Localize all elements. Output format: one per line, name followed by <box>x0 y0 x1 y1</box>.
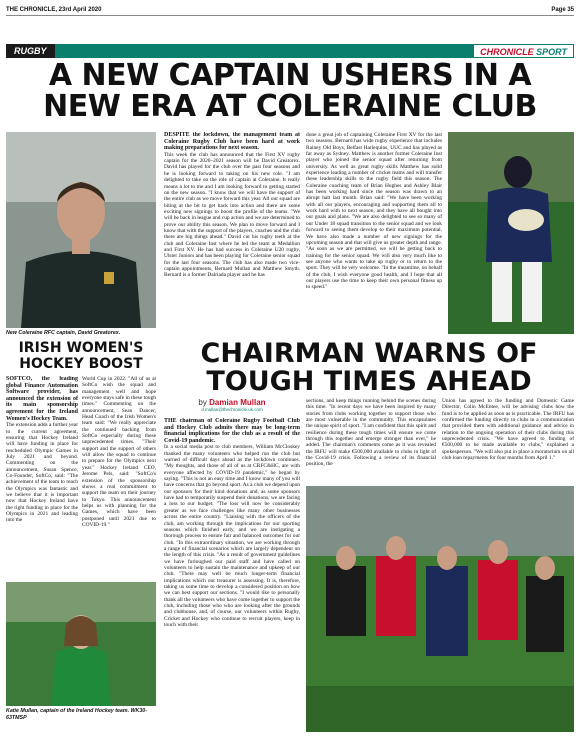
page-header-date: THE CHRONICLE, 23rd April 2020 <box>6 6 102 13</box>
article1-lead: DESPITE the lockdown, the management team at Coleraine Rugby Club have been hard at work making preparations for next season. <box>164 132 300 152</box>
photo-captain <box>6 132 156 328</box>
brand-logo: CHRONICLE SPORT <box>473 44 574 58</box>
byline-name: Damian Mullan <box>209 398 266 407</box>
article3-body2: sections, and keep things running behind the scenes during this time. "In recent days we have been inspired by many stories from clubs working together to support those who are most vulnerable in the community. This encapsulates the unique spirit of sport. "I am confident that this spirit and resilience during these tough times will ensure we come through this together and emerge stronger than ever," he added. The chairman's comments come as it was revealed the IRFU will make €500,000 available to clubs in light of the Covid-19 crisis. Following a review of its financial position, the <box>306 398 436 468</box>
article3-body1: In a social media post to club members, William McCloskey thanked the many volunteers who helped run the club but warned of difficult days ahead as the lockdown continues. "My thoughts, and those of all of us at CRFC&HC, are with everyone affected by COVID-19 pandemic," he began by saying. "This is not an easy time and I know many of you will have concerns that go beyond sport. As a club we depend upon our sponsors for their kind donations and, as some sponsors have had to temporarily suspend their donations, we are facing a loss to our budget. "The loss will now be considerably greater as we face challenges like many other businesses across the entire country. "Liaising with the officers of the club, am working through the implications for our sporting seasons which finished early, and we are instigating a thorough process to ensure fair and balanced outcomes for our club. "In this extraordinary situation, we are working through a range of financial scenarios which are largely dependent on the length of this crisis. "As a result of government guidelines we have furloughed our paid staff and have called on volunteers to help sustain the maintenance and upkeep of our club. "There may well be much longer-term financial implications which our treasurer is assessing. It is, therefore, taking us some time to develop a considered position on how we can best support our sections. "I would like to personally thank all the volunteers who have come together to support the club, including those who who are looking after the grounds and clubhouse, and, of course, our volunteers within Rugby, Cricket and Hockey who continue to recruit players, keep in touch with their <box>164 444 300 628</box>
photo-hockey-captain <box>6 582 156 706</box>
byline: by Damian Mullan d.mullan@thechronicle.uk.com <box>164 398 300 412</box>
photo-captain-caption: New Coleraine RFC captain, David Greatorex. <box>6 330 121 336</box>
headline-captain: A NEW CAPTAIN USHERS IN A NEW ERA AT COLERAINE CLUB <box>43 58 537 124</box>
article2-column1 <box>6 376 78 580</box>
photo-rugby-player <box>448 132 574 334</box>
article2-lead: SOFTCO, the leading global Finance Automation Software provider, has announced the extension of its main sponsorship agreement for the Ireland Women's Hockey Team. <box>6 376 78 422</box>
headline-hockey: IRISH WOMEN'S HOCKEY BOOST <box>18 340 144 372</box>
article1-body1: This week the club has announced that the First XV rugby captain for the 2020–2021 season will be David Greatorex. David has played for the club over the past four seasons and he is looking forward to taking on his new role. "I am delighted to take on the role of captain at Coleraine. It really means a lot to me and I am looking forward to getting started on the new season. "I know that we will have the support of the entire club as we move forward this year. All our squad are biting at the bit to get back into action and there are some exciting new signings to boost the profile of the teams. "We will be back in league and cup action and we are determined to prove our ability this season. We plan to move forward and I know that with the support of the players, coaches and the club there are big things ahead." David cut his rugby teeth at the club and Coleraine Inst where he led the team at Medallion and First XV. He has had success in Coleraine U20 rugby, Ulster Juniors and has been playing for Coleraine senior squad for the last four seasons. The club has also made two vice-captain appointments, Bernard Mullan and Matthew Smyth. Bernard is a former Dalriada player and he has <box>164 151 300 279</box>
byline-email[interactable]: d.mullan@thechronicle.uk.com <box>201 407 263 412</box>
article3-column1 <box>164 418 300 732</box>
article3-body3: Union has agreed to the funding and Domestic Game Director, Colin McEntee, will be advising clubs how the fund is to be applied as soon as is practicable. The IRFU has confirmed the funding directly to clubs in a communication that provided them with additional guidance and advice in relation to the ongoing operation of their clubs during this unprecedented crisis. "We have agreed to funding of €500,000 to be made available to clubs," explained a spokesperson. "We will also put in place a moratorium on all club loan repayments for four months from April 1." <box>442 398 574 462</box>
photo-captain-image <box>6 132 156 328</box>
article1-column2 <box>306 132 442 334</box>
article3-lead: THE chairman of Coleraine Rugby Football Club and Hockey Club admits there may be long-term financial implications for the club as a result of the Covid-19 pandemic. <box>164 418 300 444</box>
photo-rugby-image <box>448 132 574 334</box>
page-number: Page 35 <box>551 6 574 13</box>
article2-column2 <box>82 376 156 580</box>
photo-team-image <box>306 486 574 732</box>
page-header <box>6 4 574 16</box>
article3-column2 <box>306 398 436 482</box>
photo-team-action <box>306 486 574 732</box>
section-tag: RUGBY <box>6 44 55 58</box>
article2-body1: The extension adds a further year to the current agreement, ensuring that Hockey Ireland will have funding in place for rescheduled Olympic Games in July 2021 and beyond. Commenting on the announcement, Susan Spence, Co-Founder, SoftCo, said: "The achievement of the team to reach the Olympics was fantastic and we believe that it is important now that Hockey Ireland have the right funding in place for the Olympics in 2021 and leading into the <box>6 422 78 524</box>
headline-chairman: CHAIRMAN WARNS OF TOUGH TIMES AHEAD <box>200 338 538 397</box>
photo-hockey-caption: Katie Mullan, captain of the Ireland Hockey team. WK30-63TMSP <box>6 708 147 721</box>
article2-body2: World Cup in 2022. "All of us at SoftCo wish the squad and management well and hope everyone stays safe in these tough times." Commenting on the announcement, Sean Dancer, Head Coach of the Irish Women's team said: "We really appreciate the continued backing from SoftCo especially during these unprecedented times. "Their support and the support of others will allow the squad to continue to prepare for the Olympics next year." Hockey Ireland CEO, Jerome Pels, said: "SoftCo's extension of the sponsorship shows a real commitment to support the team on their journey to Tokyo. This announcement helps us with planning for the Games, which have been postponed until 2021 due to COVID-19." <box>82 376 156 528</box>
article3-column3 <box>442 398 574 482</box>
article1-column1 <box>164 132 300 334</box>
photo-hockey-image <box>6 582 156 706</box>
section-bar <box>6 44 574 58</box>
article1-body2: done a great job of captaining Coleraine First XV for the last two seasons. Bernard has wide rugby experience that includes Rainey Old Boys, Belfast Harlequins, UUC and has played as far away as Sydney. Matthew is another former Coleraine Inst player who joined the senior squad after returning from university. As well as great rugby skills Matthew has solid experience leading a number of cricket teams and will transfer these leadership skills to the rugby field this season. The Coleraine coaching team of Brian Hughes and Ashley Blair has been working hard since the season was drawn to an abrupt halt last month. Brian said: "We have been working with all our players, encouraging and supporting them all to work hard with to next season, and they have all bought into our goals and plans. "We are also delighted to see so many of our Under 18 squad transition to the senior squad and we look forward to seeing them develop to their maximum potential. We have also made a number of new signings for the upcoming season and that will give us greater depth and range. "As soon as we are permitted, we will be getting back to training for the senior squad. We will also very much like to see anyone who wants to take up rugby or to return to the sport. They will be very welcome. "In the meantime, on behalf of the club, I wish everyone good health, and I hope that all our players use the time to keep their own personal fitness up to speed." <box>306 132 442 291</box>
